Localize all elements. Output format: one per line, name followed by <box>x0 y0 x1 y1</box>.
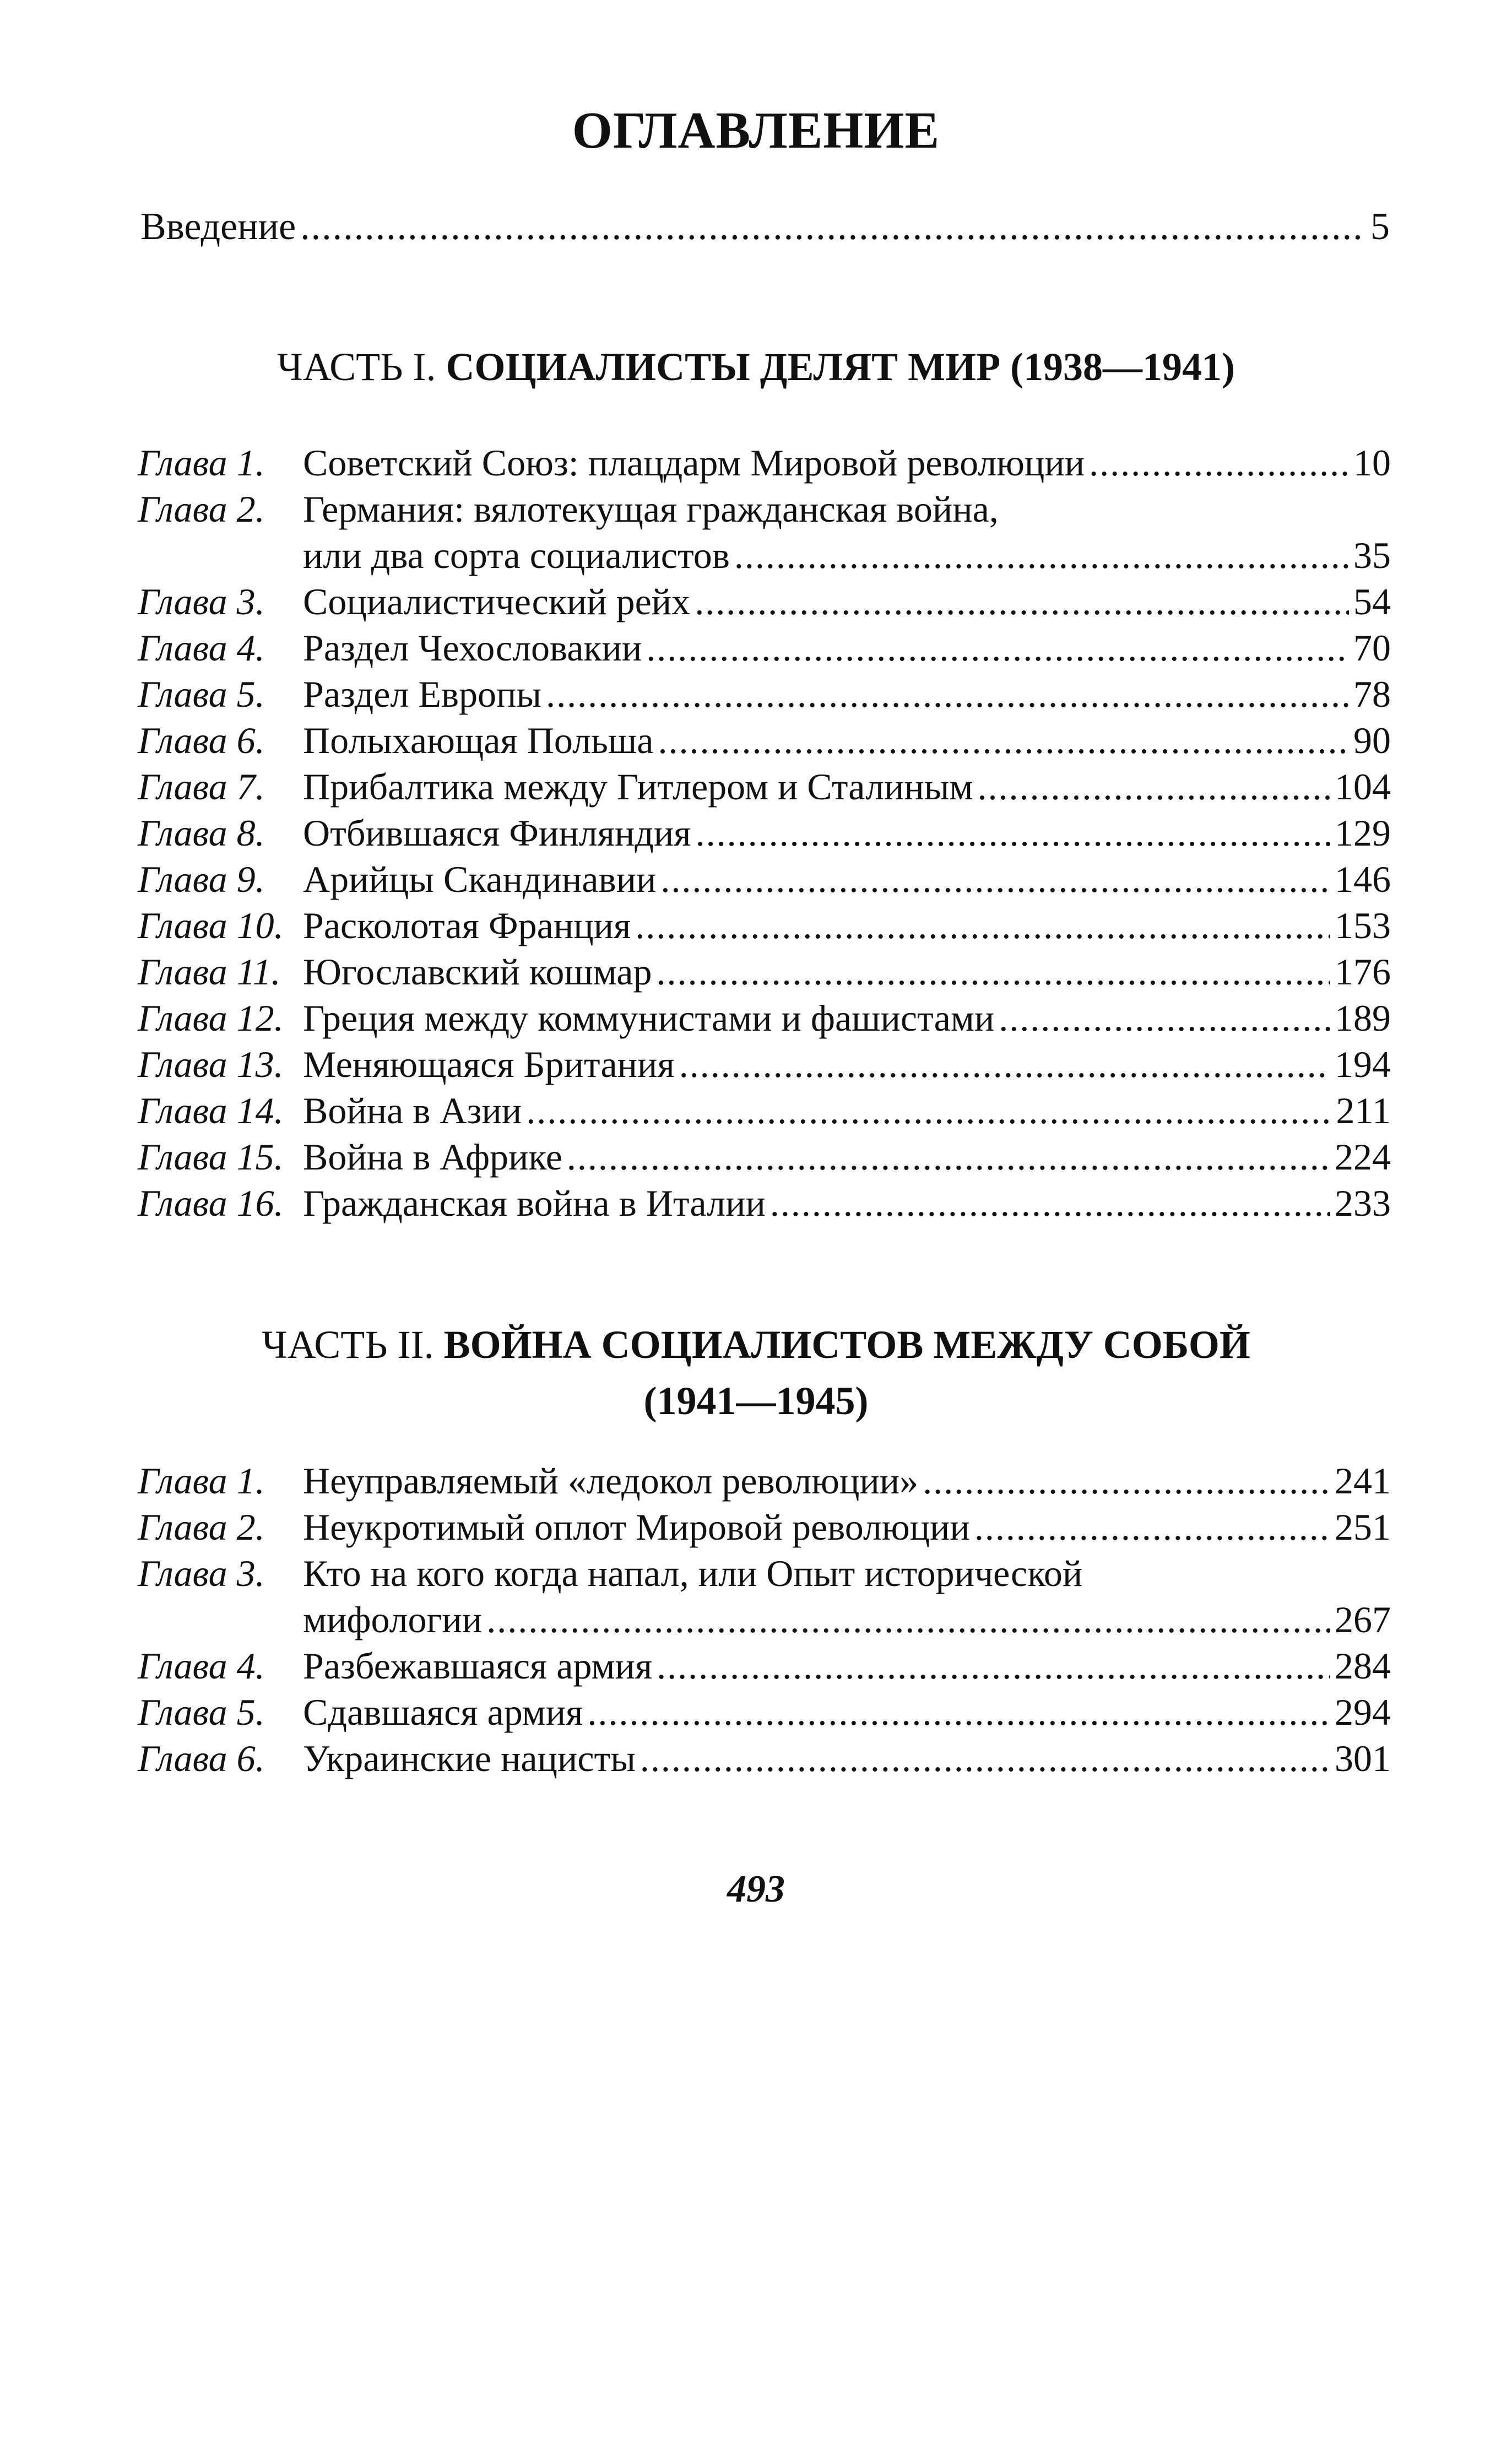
toc-entry <box>138 1735 1391 1782</box>
chapter-title: Разбежавшаяся армия <box>303 1645 653 1687</box>
part-2-toc <box>138 1458 1391 1782</box>
toc-entry <box>138 764 1391 810</box>
chapter-label: Глава 7. <box>138 766 265 808</box>
dot-leader <box>734 532 1349 578</box>
chapter-label: Глава 12. <box>138 997 284 1039</box>
dot-leader <box>660 856 1330 902</box>
chapter-page: 78 <box>1353 673 1391 715</box>
page-title: ОГЛАВЛЕНИЕ <box>572 102 940 159</box>
chapter-page: 211 <box>1336 1090 1391 1131</box>
chapter-page: 146 <box>1335 858 1391 900</box>
chapter-label: Глава 11. <box>138 951 281 993</box>
dot-leader <box>526 1087 1331 1134</box>
chapter-label: Глава 3. <box>138 1552 265 1594</box>
part-1-title: СОЦИАЛИСТЫ ДЕЛЯТ МИР (1938—1941) <box>446 345 1235 389</box>
chapter-page: 35 <box>1353 534 1391 576</box>
chapter-title: Расколотая Франция <box>303 905 631 946</box>
chapter-label: Глава 8. <box>138 812 265 854</box>
chapter-title: Германия: вялотекущая гражданская война, <box>303 488 999 530</box>
dot-leader <box>695 578 1349 625</box>
toc-entry <box>138 1180 1391 1226</box>
dot-leader <box>657 1643 1330 1689</box>
chapter-title-continuation: или два сорта социалистов <box>303 534 730 576</box>
chapter-page: 129 <box>1335 812 1391 854</box>
chapter-title: Меняющаяся Британия <box>303 1043 675 1085</box>
chapter-label: Глава 14. <box>138 1090 284 1131</box>
chapter-label: Глава 16. <box>138 1182 284 1224</box>
toc-entry-continuation <box>138 532 1391 578</box>
chapter-title: Раздел Чехословакии <box>303 627 642 669</box>
part-2-title: ВОЙНА СОЦИАЛИСТОВ МЕЖДУ СОБОЙ <box>443 1323 1250 1367</box>
chapter-page: 54 <box>1353 581 1391 622</box>
chapter-title: Социалистический рейх <box>303 581 691 622</box>
chapter-label: Глава 2. <box>138 1506 265 1548</box>
toc-entry <box>138 856 1391 902</box>
chapter-title: Сдавшаяся армия <box>303 1691 583 1733</box>
chapter-page: 153 <box>1335 905 1391 946</box>
dot-leader <box>974 1504 1330 1550</box>
chapter-title: Югославский кошмар <box>303 951 652 993</box>
chapter-label: Глава 15. <box>138 1136 284 1178</box>
chapter-page: 301 <box>1335 1737 1391 1779</box>
chapter-page: 90 <box>1353 719 1391 761</box>
chapter-label: Глава 1. <box>138 442 265 484</box>
chapter-page: 176 <box>1335 951 1391 993</box>
toc-page-number: 5 <box>1370 205 1390 248</box>
chapter-title: Арийцы Скандинавии <box>303 858 657 900</box>
part-2-heading <box>0 1317 1512 1429</box>
part-2-years: (1941—1945) <box>643 1379 869 1423</box>
chapter-title: Полыхающая Польша <box>303 719 654 761</box>
chapter-page: 294 <box>1335 1691 1391 1733</box>
dot-leader <box>999 995 1330 1041</box>
toc-entry <box>138 1550 1391 1596</box>
dot-leader <box>656 949 1330 995</box>
chapter-page: 284 <box>1335 1645 1391 1687</box>
toc-entry <box>138 1458 1391 1504</box>
chapter-page: 224 <box>1335 1136 1391 1178</box>
toc-entry <box>138 1504 1391 1550</box>
toc-entry <box>138 625 1391 671</box>
chapter-page: 251 <box>1335 1506 1391 1548</box>
toc-entry <box>138 1087 1391 1134</box>
dot-leader <box>646 625 1349 671</box>
toc-entry <box>138 902 1391 949</box>
chapter-label: Глава 3. <box>138 581 265 622</box>
toc-entry-title: Введение <box>140 205 296 248</box>
chapter-label: Глава 4. <box>138 627 265 669</box>
chapter-title: Кто на кого когда напал, или Опыт исторической <box>303 1552 1083 1594</box>
chapter-title: Неукротимый оплот Мировой революции <box>303 1506 970 1548</box>
chapter-label: Глава 2. <box>138 488 265 530</box>
dot-leader <box>635 902 1330 949</box>
chapter-label: Глава 6. <box>138 719 265 761</box>
toc-entry <box>138 717 1391 764</box>
page-number: 493 <box>727 1868 785 1910</box>
chapter-page: 10 <box>1353 442 1391 484</box>
toc-entry <box>138 671 1391 717</box>
chapter-label: Глава 13. <box>138 1043 284 1085</box>
dot-leader <box>567 1134 1330 1180</box>
toc-entry-continuation <box>138 1596 1391 1643</box>
chapter-page: 104 <box>1335 766 1391 808</box>
chapter-page: 70 <box>1353 627 1391 669</box>
chapter-title: Отбившаяся Финляндия <box>303 812 691 854</box>
chapter-label: Глава 4. <box>138 1645 265 1687</box>
chapter-title: Война в Африке <box>303 1136 562 1178</box>
chapter-title: Советский Союз: плацдарм Мировой революции <box>303 442 1085 484</box>
chapter-label: Глава 5. <box>138 673 265 715</box>
dot-leader <box>658 717 1349 764</box>
toc-entry <box>138 440 1391 486</box>
chapter-page: 233 <box>1335 1182 1391 1224</box>
dot-leader <box>696 810 1330 856</box>
chapter-title: Греция между коммунистами и фашистами <box>303 997 995 1039</box>
part-1-toc <box>138 440 1391 1226</box>
toc-entry <box>138 1041 1391 1087</box>
dot-leader <box>1089 440 1349 486</box>
toc-entry <box>138 1643 1391 1689</box>
chapter-label: Глава 9. <box>138 858 265 900</box>
chapter-label: Глава 5. <box>138 1691 265 1733</box>
dot-leader <box>546 671 1349 717</box>
toc-intro-entry <box>140 204 1390 250</box>
chapter-title: Украинские нацисты <box>303 1737 636 1779</box>
part-1-heading <box>0 339 1512 395</box>
chapter-title: Война в Азии <box>303 1090 522 1131</box>
toc-entry <box>138 1689 1391 1735</box>
chapter-title-continuation: мифологии <box>303 1599 483 1640</box>
dot-leader <box>300 204 1366 250</box>
chapter-title: Неуправляемый «ледокол революции» <box>303 1460 919 1502</box>
toc-entry <box>138 949 1391 995</box>
dot-leader <box>978 764 1331 810</box>
toc-entry <box>138 578 1391 625</box>
part-2-heading-line-1 <box>0 1317 1512 1373</box>
dot-leader <box>640 1735 1330 1782</box>
toc-entry <box>138 1134 1391 1180</box>
dot-leader <box>923 1458 1330 1504</box>
chapter-title: Раздел Европы <box>303 673 542 715</box>
chapter-page: 194 <box>1335 1043 1391 1085</box>
toc-entry <box>138 995 1391 1041</box>
chapter-page: 241 <box>1335 1460 1391 1502</box>
chapter-title: Прибалтика между Гитлером и Сталиным <box>303 766 973 808</box>
chapter-page: 189 <box>1335 997 1391 1039</box>
dot-leader <box>770 1180 1330 1226</box>
chapter-title: Гражданская война в Италии <box>303 1182 766 1224</box>
toc-entry <box>138 486 1391 532</box>
chapter-label: Глава 6. <box>138 1737 265 1779</box>
dot-leader <box>679 1041 1330 1087</box>
toc-entry <box>138 810 1391 856</box>
chapter-label: Глава 10. <box>138 905 284 946</box>
chapter-label: Глава 1. <box>138 1460 265 1502</box>
part-1-prefix: ЧАСТЬ I. <box>277 345 446 389</box>
chapter-page: 267 <box>1335 1599 1391 1640</box>
dot-leader <box>486 1596 1330 1643</box>
dot-leader <box>587 1689 1330 1735</box>
part-2-prefix: ЧАСТЬ II. <box>262 1323 444 1367</box>
